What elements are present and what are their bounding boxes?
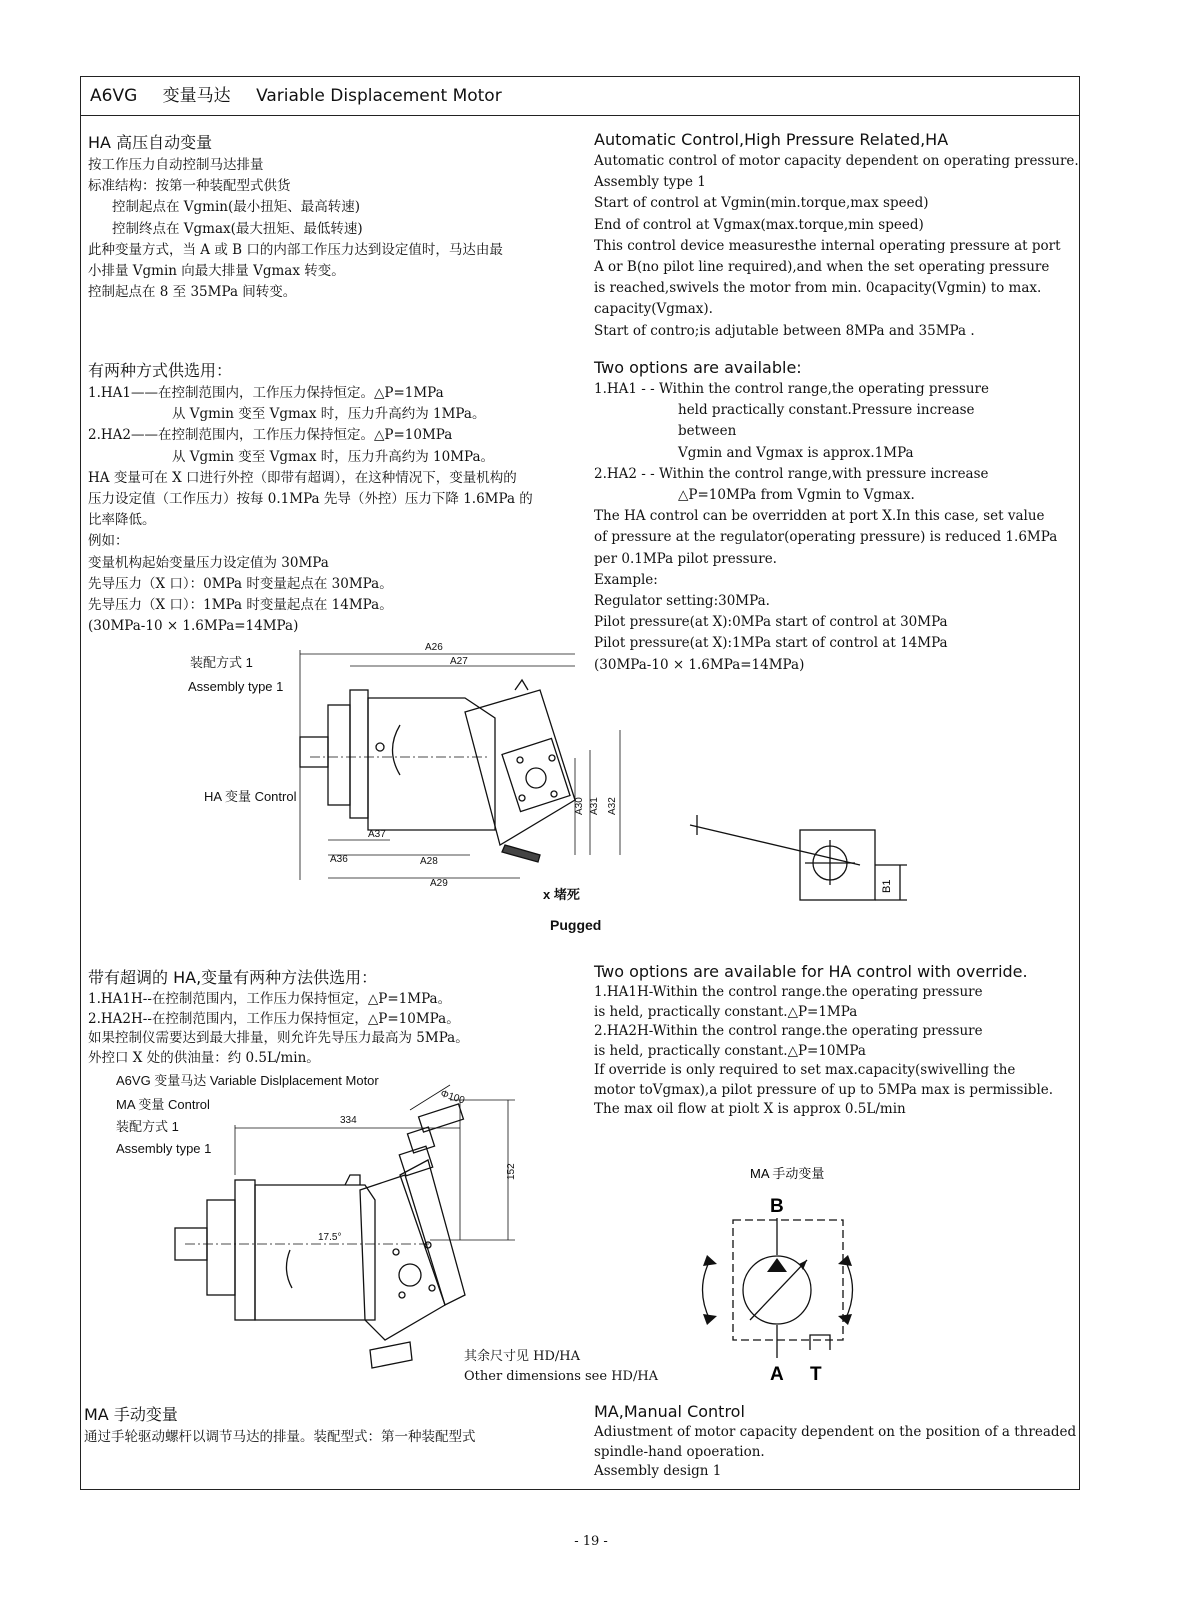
text-line: held practically constant.Pressure increase [678, 402, 975, 419]
text-line: Adiustment of motor capacity dependent on the position of a threaded [594, 1424, 1077, 1440]
text-line: 控制起点在 8 至 35MPa 间转变。 [88, 284, 297, 301]
section-heading: HA 高压自动变量 [88, 133, 213, 152]
text-line: Example: [594, 571, 658, 588]
text-line: Pilot pressure(at X):0MPa start of control at 30MPa [594, 614, 948, 631]
text-line: 2.HA2——在控制范围内，工作压力保持恒定。△P=10MPa [88, 427, 453, 444]
text-line: 标准结构：按第一种装配型式供货 [88, 178, 291, 195]
text-line: 控制起点在 Vgmin(最小扭矩、最高转速) [112, 199, 361, 216]
text-line: HA 变量可在 X 口进行外控（即带有超调），在这种情况下，变量机构的 [88, 469, 517, 486]
dim-a31: A31 [589, 797, 600, 815]
ma-en-section [594, 1402, 1077, 1482]
text-line: 如果控制仪需要达到最大排量，则允许先导压力最高为 5MPa。 [88, 1030, 469, 1046]
override-cn-section [88, 965, 578, 1068]
text-line: Vgmin and Vgmax is approx.1MPa [678, 444, 914, 461]
dim-a29: A29 [430, 878, 448, 889]
text-line: 控制终点在 Vgmax(最大扭矩、最低转速) [112, 220, 363, 237]
section-heading: MA 手动变量 [84, 1405, 178, 1424]
text-line: capacity(Vgmax). [594, 301, 713, 318]
other-dims-cn: 其余尺寸见 HD/HA [464, 1349, 580, 1364]
dim-a30: A30 [574, 797, 585, 815]
text-line: 压力设定值（工作压力）按每 0.1MPa 先导（外控）压力下降 1.6MPa 的 [88, 491, 533, 508]
dim-152: 152 [506, 1163, 517, 1180]
text-line: 2.HA2 - - Within the control range,with pressure increase [594, 465, 989, 482]
title-en: Variable Displacement Motor [256, 86, 502, 106]
section-heading: Two options are available: [594, 358, 802, 377]
dim-a27: A27 [450, 656, 468, 667]
page-header [80, 76, 1080, 116]
ha-en-section [594, 130, 1079, 342]
text-line: 从 Vgmin 变至 Vgmax 时，压力升高约为 10MPa。 [172, 448, 495, 465]
text-line: is held, practically constant.△P=10MPa [594, 1042, 866, 1059]
dim-a36: A36 [330, 854, 348, 865]
text-line: is reached,swivels the motor from min. 0capacity(Vgmin) to max. [594, 280, 1042, 297]
text-line: △P=10MPa from Vgmin to Vgmax. [678, 487, 915, 504]
text-line: is held, practically constant.△P=1MPa [594, 1003, 858, 1020]
text-line: Start of contro;is adjutable between 8MPa and 35MPa . [594, 322, 975, 339]
fig2-title: A6VG 变量马达 Variable Dislplacement Motor [116, 1073, 379, 1088]
ma-hydraulic-symbol [695, 1160, 895, 1390]
fig2-control: MA 变量 Control [116, 1097, 210, 1112]
section-heading: Automatic Control,High Pressure Related,HA [594, 130, 949, 149]
ha-cn-section [88, 130, 568, 303]
page-number: - 19 - [574, 1534, 608, 1549]
text-line: The HA control can be overridden at port X.In this case, set value [594, 508, 1045, 525]
text-line: Regulator setting:30MPa. [594, 593, 770, 610]
text-line: (30MPa-10 × 1.6MPa=14MPa) [594, 656, 805, 673]
fig1-control-label: HA 变量 Control [204, 789, 297, 804]
options-en-section [594, 358, 1072, 676]
dim-a28: A28 [420, 856, 438, 867]
ha-motor-drawing [290, 640, 640, 930]
text-line: 2.HA2H--在控制范围内，工作压力保持恒定，△P=10MPa。 [88, 1010, 460, 1027]
text-line: Pilot pressure(at X):1MPa start of control at 14MPa [594, 635, 948, 652]
text-line: If override is only required to set max.capacity(swivelling the [594, 1062, 1016, 1078]
text-line: The max oil flow at piolt X is approx 0.5L/min [594, 1101, 906, 1117]
text-line: 此种变量方式，当 A 或 B 口的内部工作压力达到设定值时，马达由最 [88, 241, 503, 258]
text-line: 1.HA1 - - Within the control range,the operating pressure [594, 381, 989, 397]
text-line: 先导压力（X 口）：0MPa 时变量起点在 30MPa。 [88, 575, 393, 592]
override-en-section [594, 962, 1074, 1120]
text-line: A or B(no pilot line required),and when the set operating pressure [594, 259, 1050, 276]
ma-motor-drawing [170, 1080, 530, 1385]
text-line: of pressure at the regulator(operating pressure) is reduced 1.6MPa [594, 529, 1058, 546]
fig2-assembly-cn: 装配方式 1 [116, 1119, 179, 1134]
text-line: 变量机构起始变量压力设定值为 30MPa [88, 554, 329, 571]
text-line: 2.HA2H-Within the control range.the operating pressure [594, 1023, 983, 1039]
text-line: 比率降低。 [88, 512, 156, 529]
section-heading: MA,Manual Control [594, 1402, 745, 1421]
options-cn-section [88, 358, 578, 637]
text-line: between [678, 423, 737, 440]
schematic-title: MA 手动变量 [750, 1166, 825, 1181]
side-view-drawing [685, 805, 915, 905]
text-line: 例如： [88, 533, 129, 550]
text-line: Assembly design 1 [594, 1463, 722, 1479]
ma-cn-section [84, 1402, 574, 1448]
text-line: 小排量 Vgmin 向最大排量 Vgmax 转变。 [88, 263, 345, 280]
text-line: 1.HA1H-Within the control range.the operating pressure [594, 984, 983, 1000]
dim-a26: A26 [425, 642, 443, 653]
text-line: 外控口 X 处的供油量：约 0.5L/min。 [88, 1049, 320, 1066]
dim-phi100: Φ100 [439, 1088, 466, 1107]
title-cn: 变量马达 [162, 86, 231, 106]
angle-label: 17.5° [318, 1232, 342, 1243]
text-line: Automatic control of motor capacity dependent on operating pressure. [594, 153, 1079, 169]
plugged-label: Pugged [550, 917, 602, 933]
section-heading: Two options are available for HA control with override. [594, 962, 1028, 981]
text-line: 按工作压力自动控制马达排量 [88, 157, 264, 173]
port-t-label: T [810, 1364, 822, 1385]
text-line: This control device measuresthe internal operating pressure at port [594, 237, 1061, 254]
section-heading: 带有超调的 HA,变量有两种方法供选用： [88, 968, 378, 987]
text-line: 1.HA1H--在控制范围内，工作压力保持恒定，△P=1MPa。 [88, 991, 452, 1007]
text-line: End of control at Vgmax(max.torque,min speed) [594, 216, 924, 233]
section-heading: 有两种方式供选用： [88, 361, 233, 380]
fig1-assembly-en: Assembly type 1 [188, 679, 284, 694]
port-a-label: A [770, 1364, 784, 1385]
dim-334: 334 [340, 1115, 357, 1126]
text-line: 1.HA1——在控制范围内，工作压力保持恒定。△P=1MPa [88, 385, 444, 401]
port-x-label: x 堵死 [543, 887, 580, 902]
text-line: per 0.1MPa pilot pressure. [594, 550, 777, 567]
text-line: Start of control at Vgmin(min.torque,max speed) [594, 195, 929, 212]
text-line: spindle-hand opoeration. [594, 1443, 765, 1460]
other-dims-en: Other dimensions see HD/HA [464, 1369, 659, 1384]
text-line: motor toVgmax),a pilot pressure of up to 5MPa max is permissible. [594, 1081, 1054, 1098]
dim-b1: B1 [881, 879, 893, 893]
dim-a37: A37 [368, 829, 386, 840]
fig2-assembly-en: Assembly type 1 [116, 1141, 212, 1156]
dim-a32: A32 [607, 797, 618, 815]
text-line: 先导压力（X 口）：1MPa 时变量起点在 14MPa。 [88, 597, 393, 614]
model-code: A6VG [90, 86, 138, 106]
fig1-assembly-cn: 装配方式 1 [190, 655, 253, 670]
text-line: 从 Vgmin 变至 Vgmax 时，压力升高约为 1MPa。 [172, 406, 486, 423]
text-line: (30MPa-10 × 1.6MPa=14MPa) [88, 618, 299, 635]
port-b-label: B [770, 1196, 784, 1217]
text-line: Assembly type 1 [594, 174, 706, 191]
text-line: 通过手轮驱动螺杆以调节马达的排量。装配型式：第一种装配型式 [84, 1429, 476, 1445]
